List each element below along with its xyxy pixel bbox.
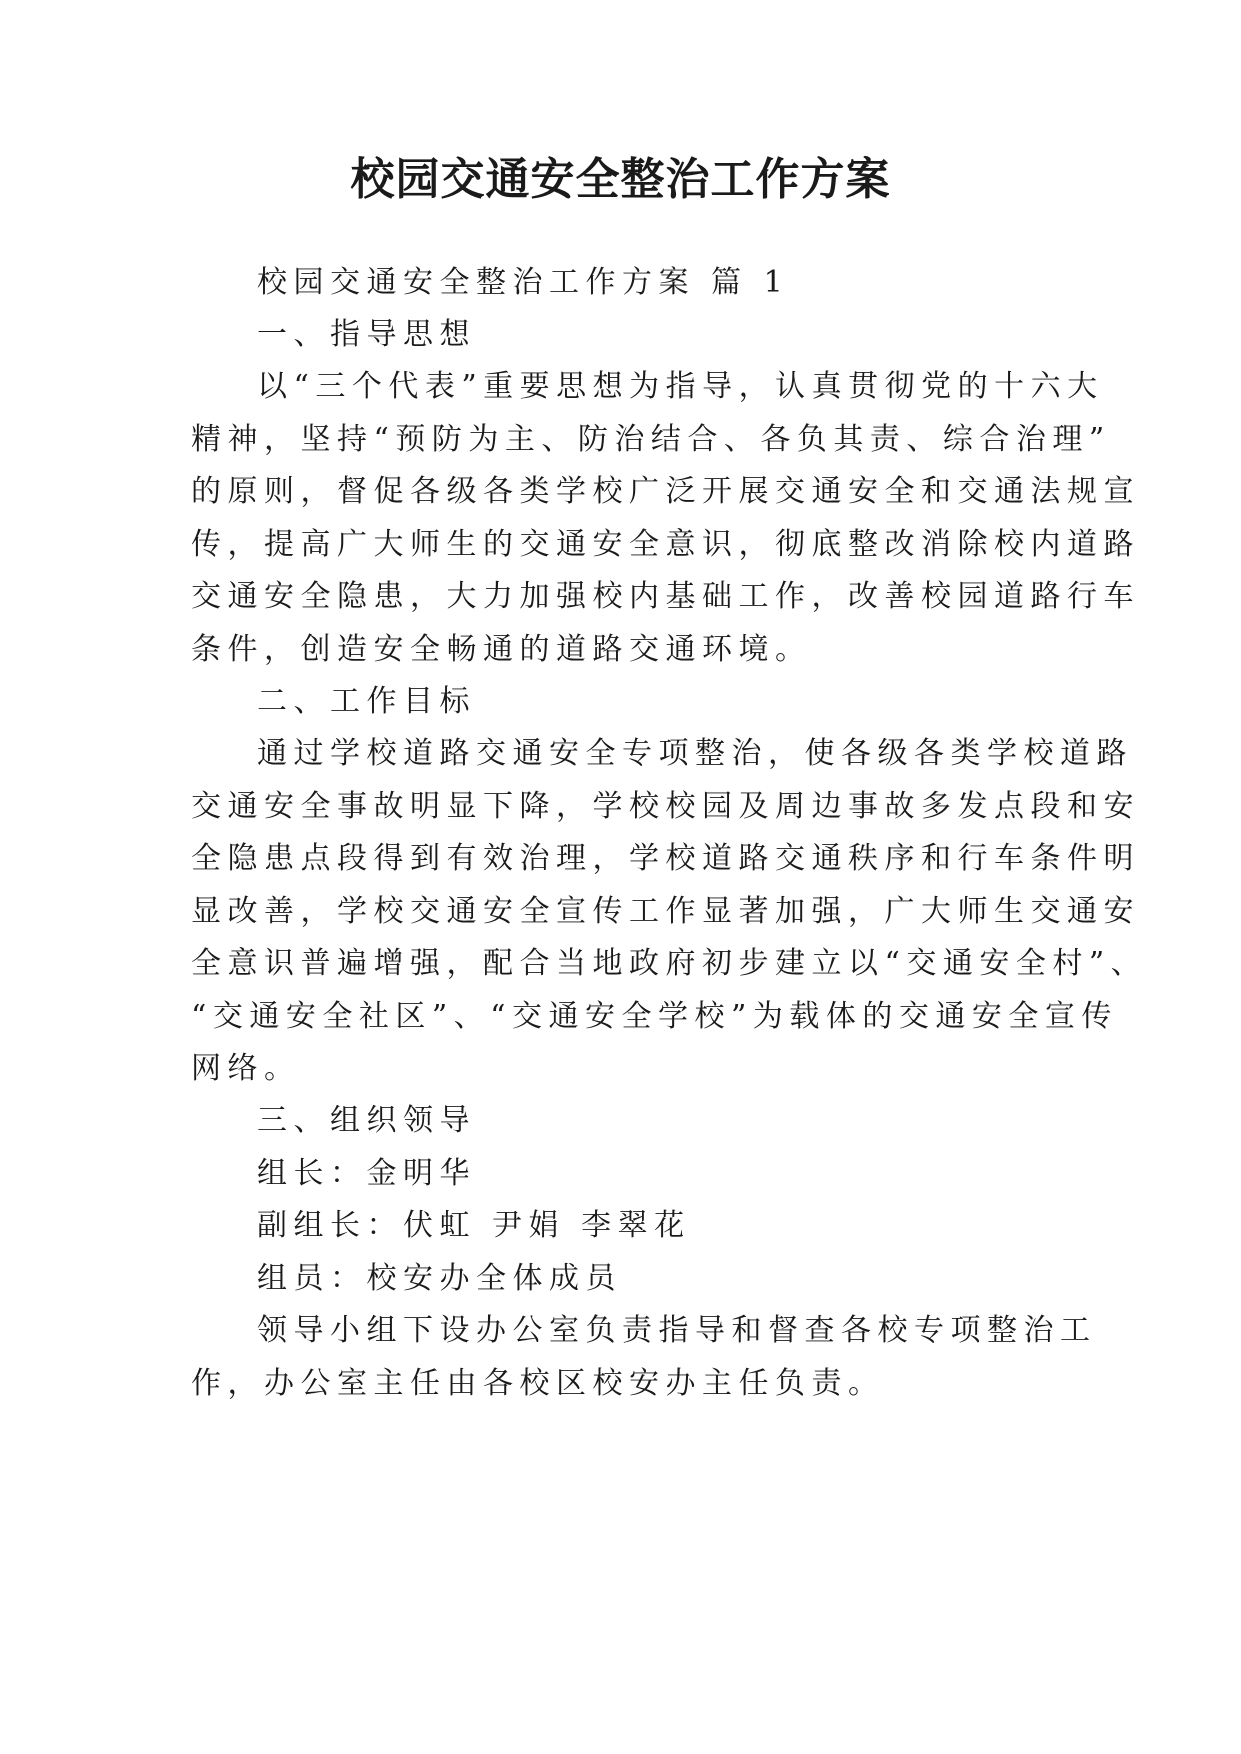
paragraph-line: 全隐患点段得到有效治理，学校道路交通秩序和行车条件明	[191, 841, 1140, 876]
paragraph-line: 交通安全事故明显下降，学校校园及周边事故多发点段和安	[191, 789, 1140, 824]
paragraph-line: 精神，坚持“预防为主、防治结合、各负其责、综合治理”	[191, 422, 1111, 457]
paragraph-line: 以“三个代表”重要思想为指导，认真贯彻党的十六大	[257, 369, 1104, 404]
paragraph-line: 的原则，督促各级各类学校广泛开展交通安全和交通法规宣	[191, 474, 1140, 509]
section-heading-1: 一、指导思想	[257, 317, 476, 352]
paragraph-line: 网络。	[191, 1051, 301, 1086]
leader-line: 组长：金明华	[257, 1156, 476, 1191]
members-line: 组员：校安办全体成员	[257, 1261, 622, 1296]
paragraph-line: 传，提高广大师生的交通安全意识，彻底整改消除校内道路	[191, 527, 1140, 562]
subtitle: 校园交通安全整治工作方案 篇 1	[257, 265, 790, 300]
section-heading-2: 二、工作目标	[257, 684, 476, 719]
section-heading-3: 三、组织领导	[257, 1103, 476, 1138]
paragraph-line: 交通安全隐患，大力加强校内基础工作，改善校园道路行车	[191, 579, 1140, 614]
paragraph-line: 条件，创造安全畅通的道路交通环境。	[191, 632, 812, 667]
paragraph-line: 作，办公室主任由各校区校安办主任负责。	[191, 1366, 885, 1401]
paragraph-line: 显改善，学校交通安全宣传工作显著加强，广大师生交通安	[191, 894, 1140, 929]
paragraph-line: 领导小组下设办公室负责指导和督查各校专项整治工	[257, 1313, 1097, 1348]
paragraph-line: 全意识普遍增强，配合当地政府初步建立以“交通安全村”、	[191, 946, 1148, 981]
paragraph-line: 通过学校道路交通安全专项整治，使各级各类学校道路	[257, 736, 1133, 771]
paragraph-line: “交通安全社区”、“交通安全学校”为载体的交通安全宣传	[191, 999, 1118, 1034]
deputy-leader-line: 副组长：伏虹 尹娟 李翠花	[257, 1208, 691, 1243]
document-title: 校园交通安全整治工作方案	[350, 154, 891, 205]
